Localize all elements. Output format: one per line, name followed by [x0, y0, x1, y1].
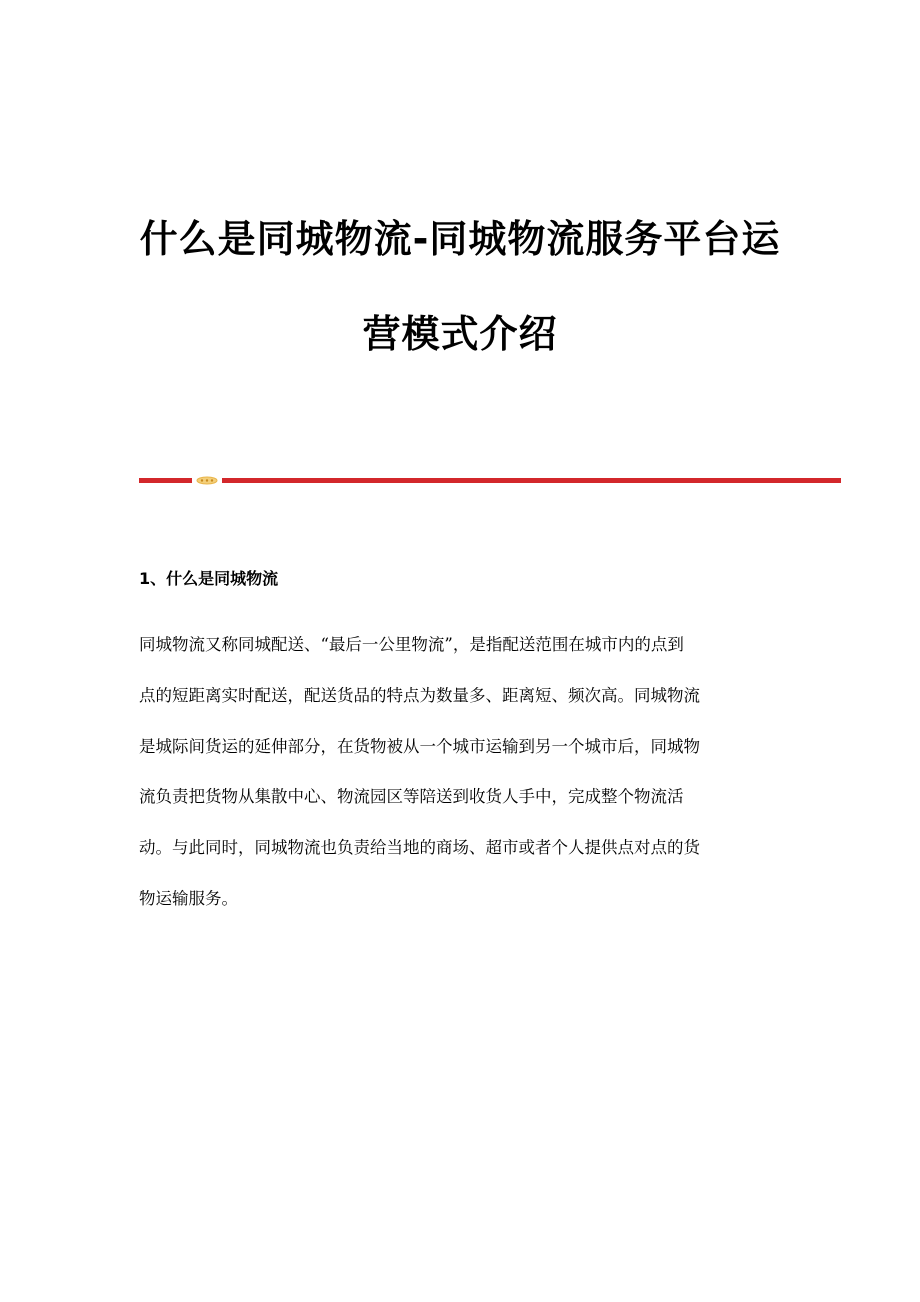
paragraph-line: 点的短距离实时配送，配送货品的特点为数量多、距离短、频次高。同城物流 — [139, 685, 700, 705]
title-divider — [139, 476, 841, 486]
divider-bar-right — [222, 478, 841, 483]
section-paragraph — [139, 620, 779, 925]
divider-bar-left — [139, 478, 192, 483]
paragraph-line: 流负责把货物从集散中心、物流园区等陪送到收货人手中，完成整个物流活 — [139, 787, 684, 807]
document-title-line-1: 什么是同城物流-同城物流服务平台运 — [139, 217, 781, 261]
section-heading: 1、什么是同城物流 — [139, 569, 279, 588]
document-title-line-2: 营模式介绍 — [362, 312, 558, 356]
divider-ornament-icon — [196, 476, 218, 485]
paragraph-line: 同城物流又称同城配送、“最后一公里物流”，是指配送范围在城市内的点到 — [139, 635, 684, 654]
paragraph-line: 动。与此同时，同城物流也负责给当地的商场、超市或者个人提供点对点的货 — [139, 838, 700, 858]
paragraph-line: 物运输服务。 — [139, 888, 238, 908]
paragraph-line: 是城际间货运的延伸部分，在货物被从一个城市运输到另一个城市后，同城物 — [139, 736, 700, 756]
